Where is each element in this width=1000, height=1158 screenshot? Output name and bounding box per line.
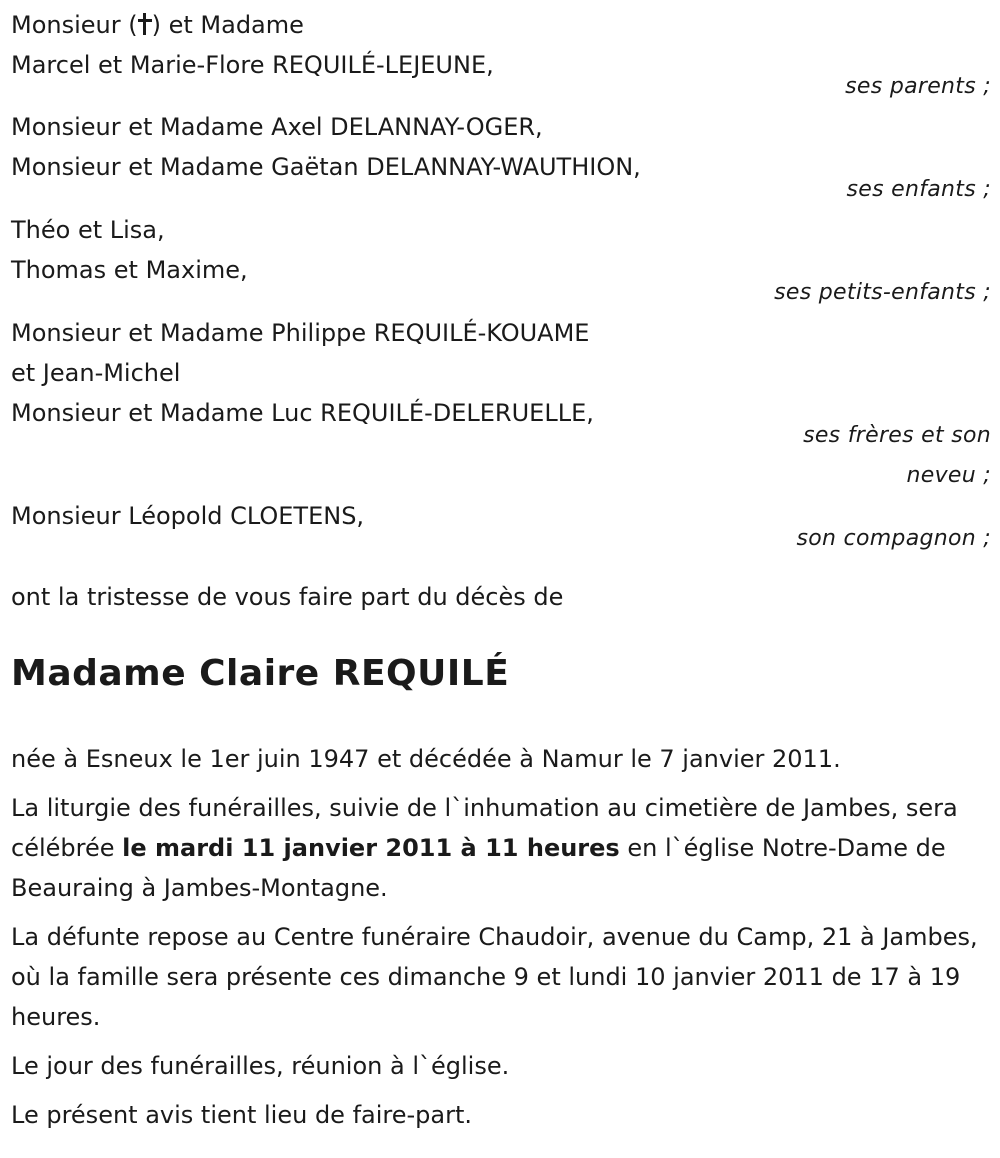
parents-relation: ses parents ; <box>845 74 991 99</box>
siblings-relation-line-1: ses frères et son <box>803 423 991 448</box>
intro-text: ont la tristesse de vous faire part du décès de <box>11 583 564 611</box>
children-relation: ses enfants ; <box>846 177 991 202</box>
parents-line-2: Marcel et Marie-Flore REQUILÉ-LEJEUNE, <box>11 51 494 79</box>
grandchildren-line-2: Thomas et Maxime, <box>11 256 248 284</box>
grandchildren-line-1: Théo et Lisa, <box>11 216 165 244</box>
partner-line-1: Monsieur Léopold CLOETENS, <box>11 502 365 530</box>
siblings-relation-line-2: neveu ; <box>906 463 991 488</box>
funeral-text <box>11 788 991 908</box>
funeral-text-after: en l`église Notre-Dame de Beauraing à Jambes-Montagne. <box>11 834 946 902</box>
meeting-text: Le jour des funérailles, réunion à l`église. <box>11 1052 510 1080</box>
deceased-name: Madame Claire REQUILÉ <box>11 653 510 694</box>
parents-line-1 <box>11 5 991 45</box>
grandchildren-relation: ses petits-enfants ; <box>774 280 991 305</box>
children-line-1: Monsieur et Madame Axel DELANNAY-OGER, <box>11 113 543 141</box>
partner-relation: son compagnon ; <box>796 526 991 551</box>
notice-text: Le présent avis tient lieu de faire-part. <box>11 1101 473 1129</box>
siblings-line-3: Monsieur et Madame Luc REQUILÉ-DELERUELLE, <box>11 399 594 427</box>
birth-death-text: née à Esneux le 1er juin 1947 et décédée à Namur le 7 janvier 2011. <box>11 745 841 773</box>
parents-line-1-before: Monsieur ( <box>11 11 138 39</box>
obituary-notice <box>11 0 991 1135</box>
siblings-line-2: et Jean-Michel <box>11 359 181 387</box>
siblings-line-1: Monsieur et Madame Philippe REQUILÉ-KOUAME <box>11 319 590 347</box>
rest-text: La défunte repose au Centre funéraire Chaudoir, avenue du Camp, 21 à Jambes, où la famille sera présente ces dimanche 9 et lundi 10 janvier 2011 de 17 à 19 heures. <box>11 923 978 1031</box>
parents-line-1-after: ) et Madame <box>151 11 304 39</box>
children-line-2: Monsieur et Madame Gaëtan DELANNAY-WAUTHION, <box>11 153 641 181</box>
funeral-text-before: La liturgie des funérailles, suivie de l`inhumation au cimetière de Jambes, sera célébrée <box>11 794 958 862</box>
cross-icon <box>138 13 152 35</box>
funeral-date: le mardi 11 janvier 2011 à 11 heures <box>122 834 620 862</box>
